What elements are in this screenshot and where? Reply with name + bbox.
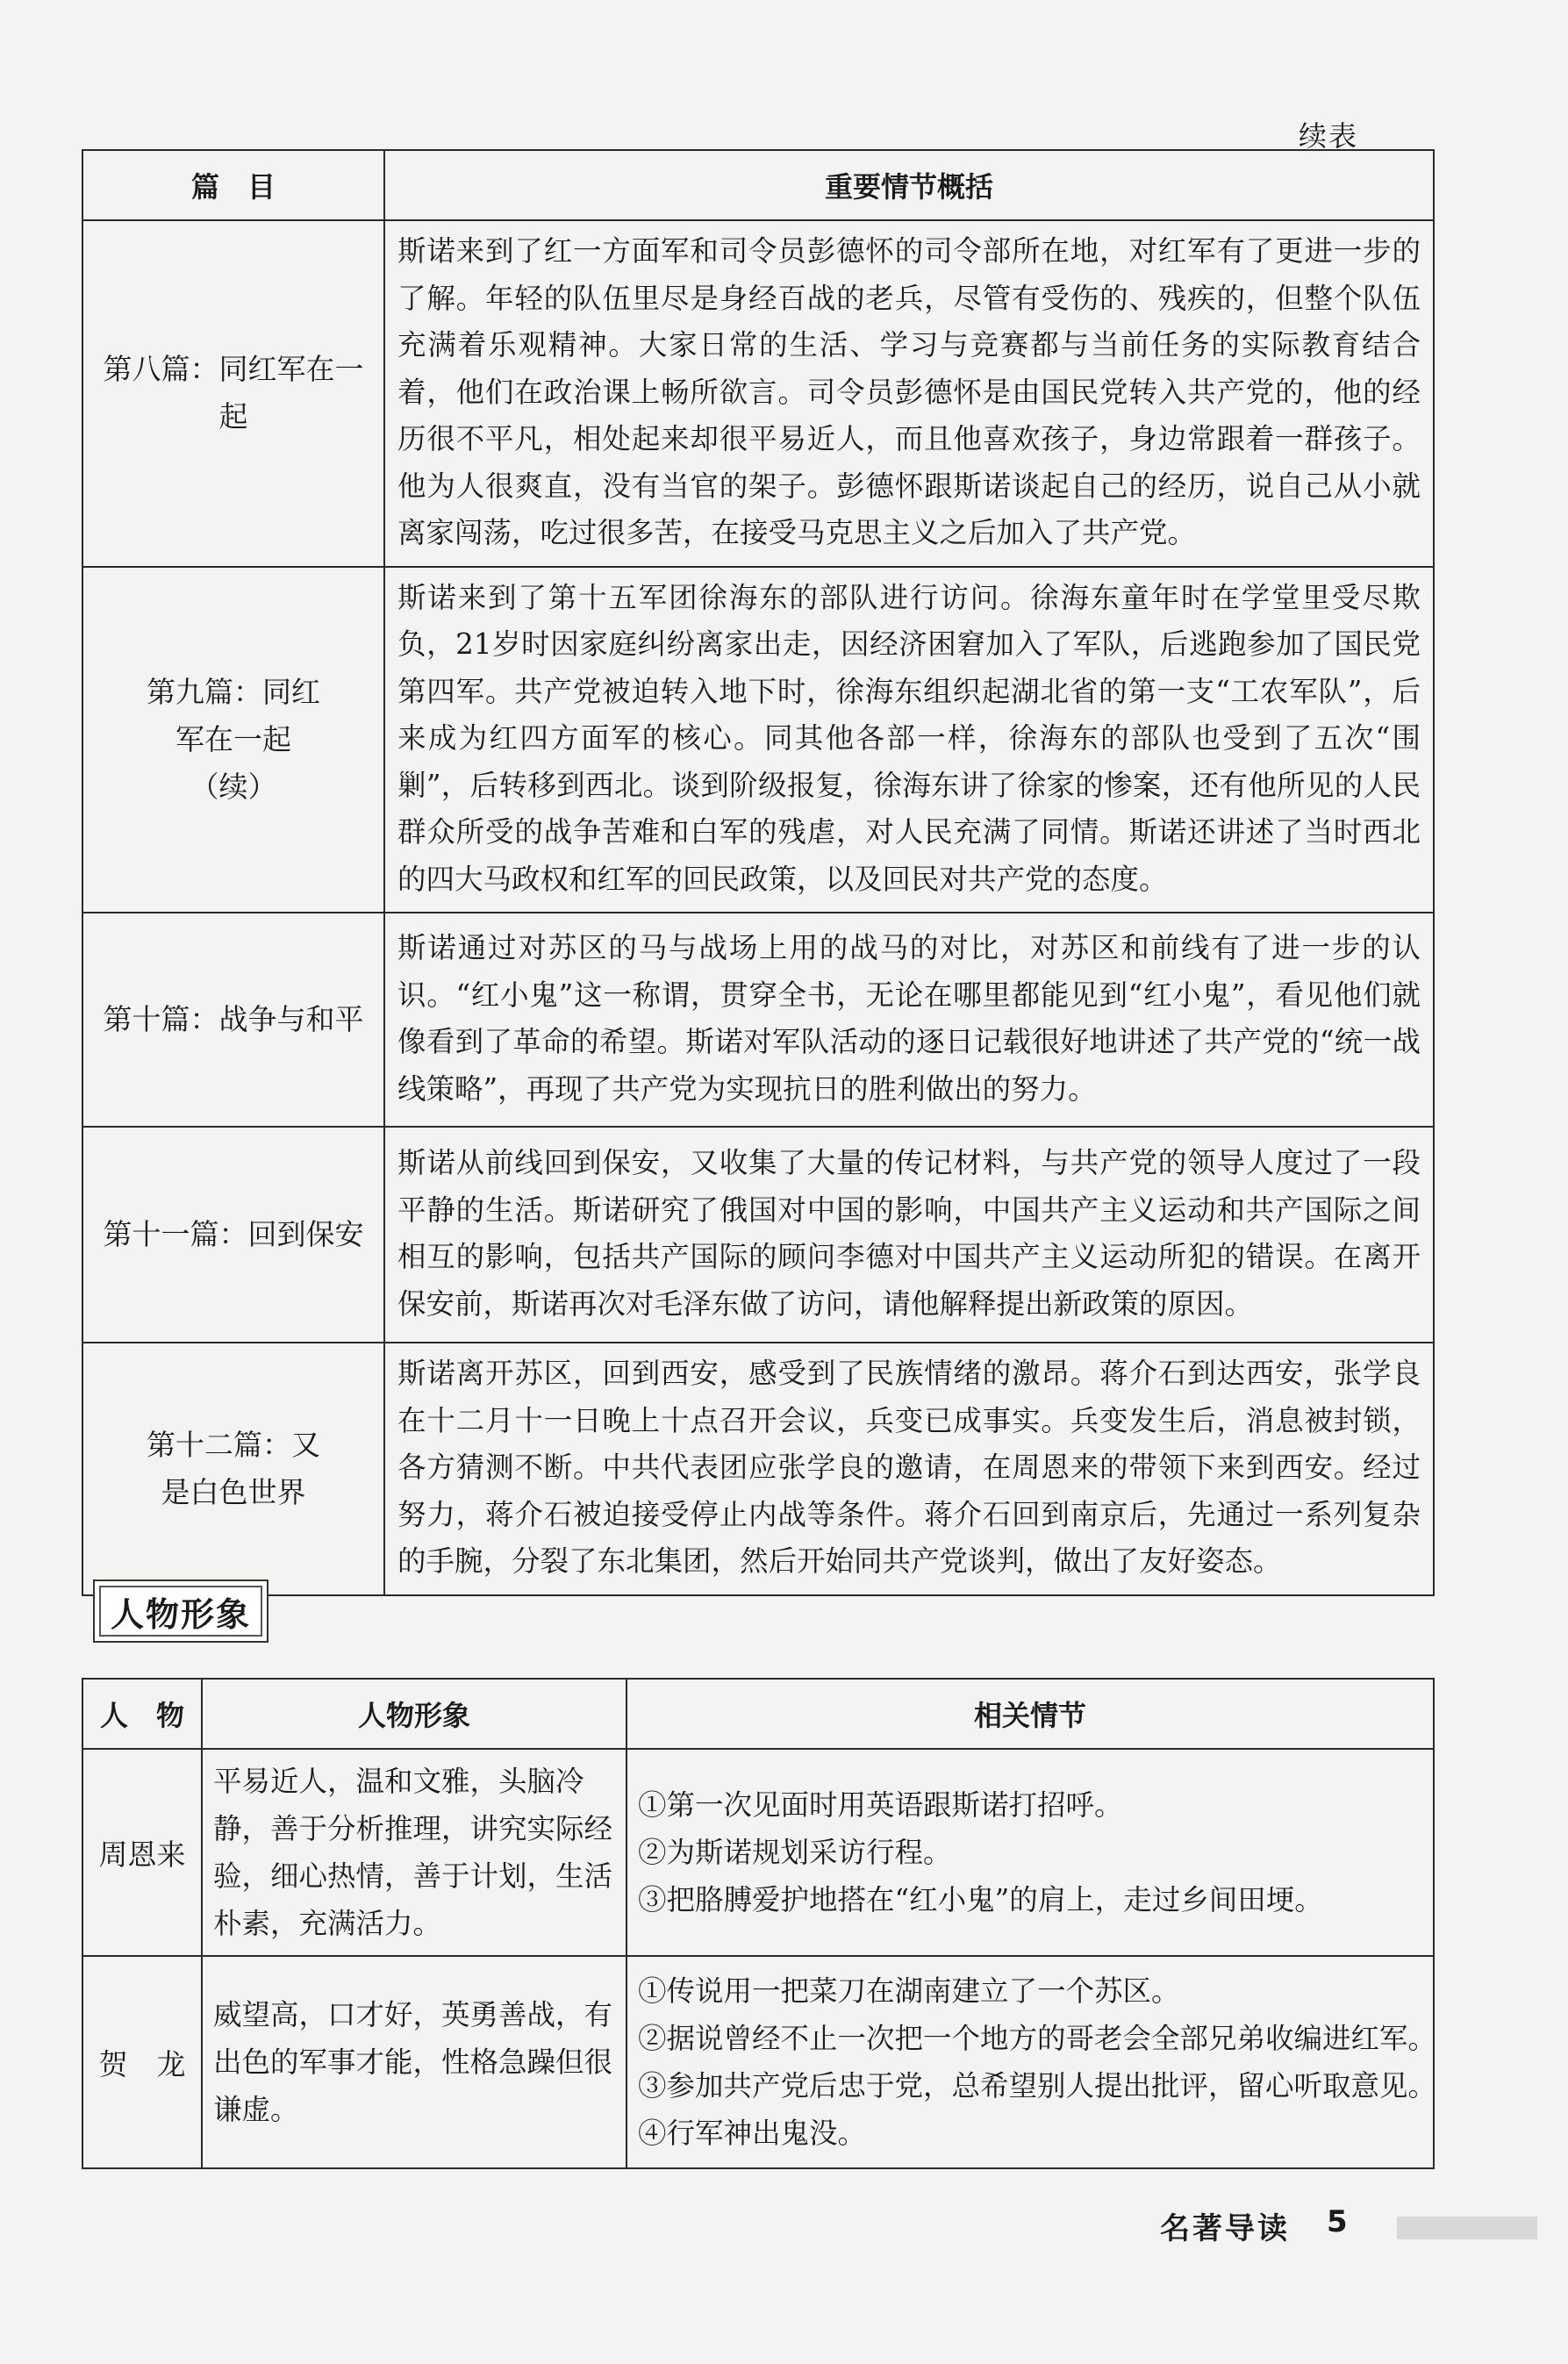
table-row: [82, 913, 1434, 1127]
event-item: ④行军神出鬼没。: [638, 2117, 867, 2150]
continued-label: 续表: [1299, 119, 1359, 153]
event-item: ①传说用一把菜刀在湖南建立了一个苏区。: [638, 1974, 1180, 2008]
chapter-cell: 第十一篇：回到保安: [82, 1127, 384, 1343]
character-events: [626, 1749, 1434, 1956]
footer-book-title: 名著导读: [1160, 2211, 1290, 2246]
section-title-box: [93, 1580, 268, 1643]
chapter-text: 第九篇：同红军在一起（续）: [147, 674, 320, 804]
chapter-cell: 第八篇：同红军在一起: [82, 220, 384, 567]
table-row: [82, 1956, 1434, 2168]
table-row: [82, 1343, 1434, 1595]
character-table: [82, 1678, 1435, 2169]
column-header-chapter: 篇 目: [82, 150, 384, 220]
table-row: [82, 1749, 1434, 1956]
section-title: 人物形象: [110, 1594, 251, 1634]
character-events: [626, 1956, 1437, 2168]
event-item: ①第一次见面时用英语跟斯诺打招呼。: [638, 1788, 1123, 1822]
chapter-cell: [82, 1343, 384, 1595]
footer-decoration-bar: [1397, 2217, 1537, 2239]
table-header-row: [82, 150, 1434, 220]
event-item: ③参加共产党后忠于党，总希望别人提出批评，留心听取意见。: [638, 2069, 1437, 2103]
column-header-summary: 重要情节概括: [384, 150, 1434, 220]
table-row: [82, 220, 1434, 567]
event-item: ③把胳膊爱护地搭在“红小鬼”的肩上，走过乡间田埂。: [638, 1883, 1323, 1916]
summary-cell: 斯诺通过对苏区的马与战场上用的战马的对比，对苏区和前线有了进一步的认识。“红小鬼”这一称谓，贯穿全书，无论在哪里都能见到“红小鬼”，看见他们就像看到了革命的希望。斯诺对军队活动的逐日记载很好地讲述了共产党的“统一战线策略”，再现了共产党为实现抗日的胜利做出的努力。: [384, 913, 1434, 1127]
character-name: 周恩来: [82, 1749, 202, 1956]
column-header-character: 人 物: [82, 1679, 202, 1749]
event-item: ②据说曾经不止一次把一个地方的哥老会全部兄弟收编进红军。: [638, 2022, 1437, 2055]
column-header-image: 人物形象: [202, 1679, 626, 1749]
summary-cell: 斯诺来到了红一方面军和司令员彭德怀的司令部所在地，对红军有了更进一步的了解。年轻的队伍里尽是身经百战的老兵，尽管有受伤的、残疾的，但整个队伍充满着乐观精神。大家日常的生活、学习与竞赛都与当前任务的实际教育结合着，他们在政治课上畅所欲言。司令员彭德怀是由国民党转入共产党的，他的经历很不平凡，相处起来却很平易近人，而且他喜欢孩子，身边常跟着一群孩子。他为人很爽直，没有当官的架子。彭德怀跟斯诺谈起自己的经历，说自己从小就离家闯荡，吃过很多苦，在接受马克思主义之后加入了共产党。: [384, 220, 1434, 567]
chapter-text: 第十二篇：又是白色世界: [147, 1427, 320, 1509]
character-name: 贺 龙: [82, 1956, 202, 2168]
table-header-row: [82, 1679, 1434, 1749]
event-item: ②为斯诺规划采访行程。: [638, 1836, 952, 1869]
summary-cell: 斯诺离开苏区，回到西安，感受到了民族情绪的激昂。蒋介石到达西安，张学良在十二月十一日晚上十点召开会议，兵变已成事实。兵变发生后，消息被封锁，各方猜测不断。中共代表团应张学良的邀请，在周恩来的带领下来到西安。经过努力，蒋介石被迫接受停止内战等条件。蒋介石回到南京后，先通过一系列复杂的手腕，分裂了东北集团，然后开始同共产党谈判，做出了友好姿态。: [384, 1343, 1434, 1595]
column-header-events: 相关情节: [626, 1679, 1434, 1749]
chapter-cell: [82, 567, 384, 913]
table-row: [82, 567, 1434, 913]
table-row: [82, 1127, 1434, 1343]
summary-cell: 斯诺来到了第十五军团徐海东的部队进行访问。徐海东童年时在学堂里受尽欺负，21岁时因家庭纠纷离家出走，因经济困窘加入了军队，后逃跑参加了国民党第四军。共产党被迫转入地下时，徐海东组织起湖北省的第一支“工农军队”，后来成为红四方面军的核心。同其他各部一样，徐海东的部队也受到了五次“围剿”，后转移到西北。谈到阶级报复，徐海东讲了徐家的惨案，还有他所见的人民群众所受的战争苦难和白军的残虐，对人民充满了同情。斯诺还讲述了当时西北的四大马政权和红军的回民政策，以及回民对共产党的态度。: [384, 567, 1434, 913]
plot-summary-table: [82, 149, 1435, 1596]
chapter-cell: 第十篇：战争与和平: [82, 913, 384, 1127]
page-number: 5: [1327, 2204, 1348, 2239]
character-image: 平易近人，温和文雅，头脑冷静，善于分析推理，讲究实际经验，细心热情，善于计划，生活朴素，充满活力。: [202, 1749, 626, 1956]
character-image: 威望高，口才好，英勇善战，有出色的军事才能，性格急躁但很谦虚。: [202, 1956, 626, 2168]
summary-cell: 斯诺从前线回到保安，又收集了大量的传记材料，与共产党的领导人度过了一段平静的生活。斯诺研究了俄国对中国的影响，中国共产主义运动和共产国际之间相互的影响，包括共产国际的顾问李德对中国共产主义运动所犯的错误。在离开保安前，斯诺再次对毛泽东做了访问，请他解释提出新政策的原因。: [384, 1127, 1434, 1343]
